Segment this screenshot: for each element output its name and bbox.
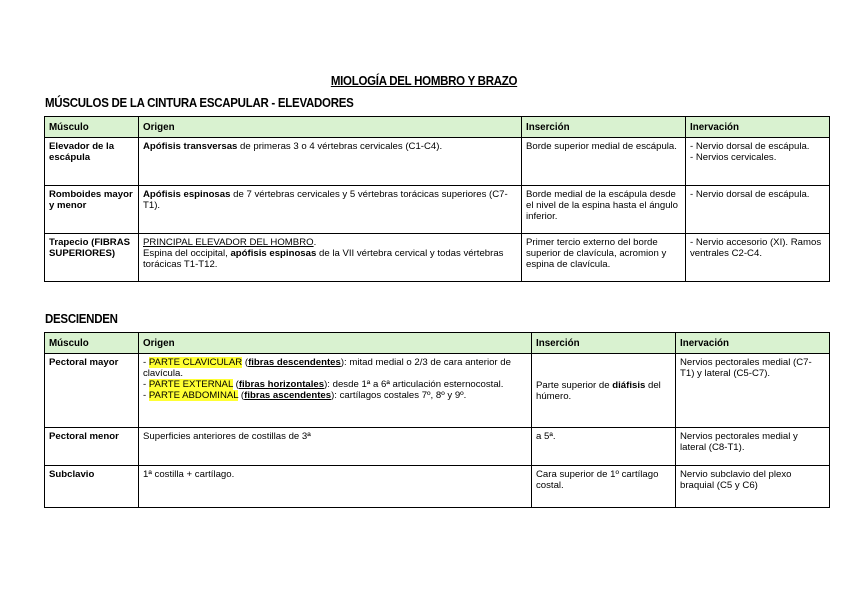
header-insercion: Inserción [522,117,686,138]
cell-insercion: Parte superior de diáfisis del húmero. [532,354,676,428]
origen-text: de 7 vértebras cervicales y 5 vértebras torácicas superiores (C7-T1). [143,189,508,211]
table-row [45,234,830,282]
highlight-parte-external: PARTE EXTERNAL [148,379,233,390]
inervacion-line: - Nervio dorsal de escápula. [690,141,810,152]
fibras-label: fibras horizontales [238,379,325,390]
cell-inervacion: - Nervio accesorio (XI). Ramos ventrales C2-C4. [686,234,830,282]
origen-bold: apófisis espinosas [230,248,317,259]
cell-insercion: Cara superior de 1º cartílago costal. [532,466,676,508]
origen-dot: . [313,237,317,248]
header-origen: Origen [139,333,532,354]
origen-underline: PRINCIPAL ELEVADOR DEL HOMBRO [143,237,314,248]
cell-musculo: Subclavio [45,466,139,508]
origen-line: - PARTE CLAVICULAR (fibras descendentes): mitad medial o 2/3 de cara anterior de clavícula. [143,357,511,379]
table-descienden [44,332,830,508]
origen-bold: Apófisis transversas [143,141,238,152]
cell-origen [139,138,522,186]
cell-musculo: Pectoral mayor [45,354,139,428]
origen-pre: Espina del occipital, [143,248,231,259]
cell-insercion: Borde superior medial de escápula. [522,138,686,186]
table-header-row [45,117,830,138]
header-inervacion: Inervación [686,117,830,138]
cell-inervacion: Nervios pectorales medial y lateral (C8-T1). [676,428,830,466]
cell-insercion: Borde medial de la escápula desde el nivel de la espina hasta el ángulo inferior. [522,186,686,234]
insercion-bold: diáfisis [612,379,646,391]
section-heading-descienden: DESCIENDEN [45,312,118,326]
table-row [45,138,830,186]
cell-musculo: Elevador de la escápula [45,138,139,186]
header-musculo: Músculo [45,333,139,354]
cell-insercion: Primer tercio externo del borde superior de clavícula, acromion y espina de clavícula. [522,234,686,282]
table-row [45,354,830,428]
inervacion-line: - Nervios cervicales. [690,152,777,163]
document-title: MIOLOGÍA DEL HOMBRO Y BRAZO [330,74,518,88]
cell-origen [139,234,522,282]
cell-musculo: Pectoral menor [45,428,139,466]
origen-line: - PARTE ABDOMINAL (fibras ascendentes): cartílagos costales 7º, 8º y 9º. [143,390,467,401]
table-row [45,428,830,466]
origen-bold: Apófisis espinosas [143,189,231,200]
table-row [45,186,830,234]
cell-inervacion [686,138,830,186]
cell-musculo: Trapecio (FIBRAS SUPERIORES) [45,234,139,282]
header-origen: Origen [139,117,522,138]
cell-inervacion: Nervios pectorales medial (C7-T1) y lateral (C5-C7). [676,354,830,428]
origen-line: - PARTE EXTERNAL (fibras horizontales): desde 1ª a 6ª articulación esternocostal. [143,379,504,390]
origen-text: de la VII vértebra cervical y todas vértebras torácicas T1-T12. [143,248,504,270]
section-heading-elevadores: MÚSCULOS DE LA CINTURA ESCAPULAR - ELEVADORES [45,96,354,110]
cell-origen: Superficies anteriores de costillas de 3ª [139,428,532,466]
header-inervacion: Inervación [676,333,830,354]
highlight-parte-abdominal: PARTE ABDOMINAL [148,390,239,401]
cell-inervacion: Nervio subclavio del plexo braquial (C5 y C6) [676,466,830,508]
cell-musculo: Romboides mayor y menor [45,186,139,234]
cell-origen [139,186,522,234]
cell-inervacion: - Nervio dorsal de escápula. [686,186,830,234]
fibras-label: fibras descendentes [248,357,341,368]
header-insercion: Inserción [532,333,676,354]
fibras-label: fibras ascendentes [244,390,332,401]
cell-insercion: a 5ª. [532,428,676,466]
table-row [45,466,830,508]
table-header-row [45,333,830,354]
cell-origen [139,354,532,428]
highlight-parte-clavicular: PARTE CLAVICULAR [148,357,243,368]
origen-text: de primeras 3 o 4 vértebras cervicales (C1-C4). [237,141,443,152]
cell-origen: 1ª costilla + cartílago. [139,466,532,508]
table-elevadores [44,116,830,282]
header-musculo: Músculo [45,117,139,138]
